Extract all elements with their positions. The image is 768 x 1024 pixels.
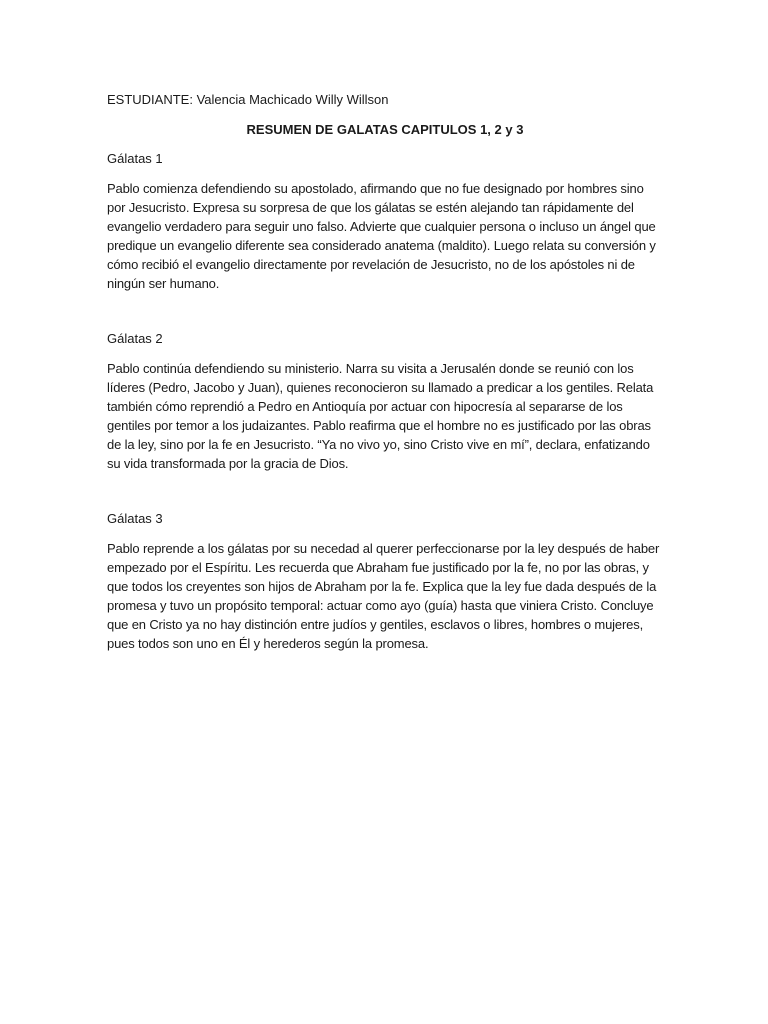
student-name-line: ESTUDIANTE: Valencia Machicado Willy Willson [107,92,389,107]
section-paragraph-galatas-1: Pablo comienza defendiendo su apostolado, afirmando que no fue designado por hombres sino por Jesucristo. Expresa su sorpresa de que los gálatas se estén alejando tan rápidamente del evangelio verdadero para seguir uno falso. Advierte que cualquier persona o incluso un ángel que predique un evangelio diferente sea considerado anatema (maldito). Luego relata su conversión y cómo recibió el evangelio directamente por revelación de Jesucristo, no de los apóstoles ni de ningún ser humano. [107,181,656,291]
section-heading-galatas-3: Gálatas 3 [107,511,163,526]
document-body [107,90,663,689]
section-heading-galatas-1: Gálatas 1 [107,151,163,166]
section-paragraph-galatas-2: Pablo continúa defendiendo su ministerio. Narra su visita a Jerusalén donde se reunió con los líderes (Pedro, Jacobo y Juan), quienes reconocieron su llamado a predicar a los gentiles. Relata también cómo reprendió a Pedro en Antioquía por actuar con hipocresía al separarse de los gentiles por temor a los judaizantes. Pablo reafirma que el hombre no es justificado por las obras de la ley, sino por la fe en Jesucristo. “Ya no vivo yo, sino Cristo vive en mí”, declara, enfatizando su vida transformada por la gracia de Dios. [107,361,654,471]
section-paragraph-galatas-3: Pablo reprende a los gálatas por su necedad al querer perfeccionarse por la ley después de haber empezado por el Espíritu. Les recuerda que Abraham fue justificado por la fe, no por las obras, y que todos los creyentes son hijos de Abraham por la fe. Explica que la ley fue dada después de la promesa y tuvo un propósito temporal: actuar como ayo (guía) hasta que viniera Cristo. Concluye que en Cristo ya no hay distinción entre judíos y gentiles, esclavos o libres, hombres o mujeres, pues todos son uno en Él y herederos según la promesa. [107,541,660,651]
document-title: RESUMEN DE GALATAS CAPITULOS 1, 2 y 3 [246,122,524,137]
section-heading-galatas-2: Gálatas 2 [107,331,163,346]
